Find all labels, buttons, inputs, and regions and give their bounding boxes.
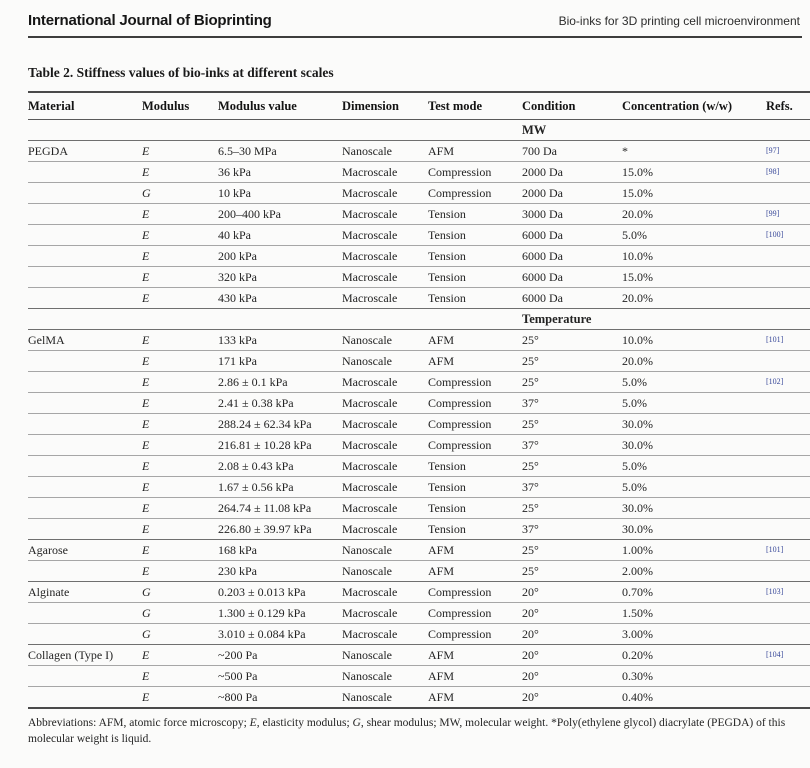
material-cell [28, 519, 142, 540]
modulus-cell: G [142, 584, 151, 599]
reference-link [766, 267, 810, 288]
material-cell [28, 393, 142, 414]
table-row [28, 519, 810, 540]
table-row [28, 456, 810, 477]
concentration-cell: 0.40% [622, 689, 653, 704]
reference-link [766, 393, 810, 414]
reference-link[interactable]: [98] [766, 167, 780, 176]
table-row [28, 645, 810, 666]
dimension-cell: Macroscale [342, 269, 398, 284]
value-cell: 3.010 ± 0.084 kPa [218, 626, 306, 641]
value-cell: 288.24 ± 62.34 kPa [218, 416, 312, 431]
table-row [28, 561, 810, 582]
condition-cell: 6000 Da [522, 248, 563, 263]
material-cell: Collagen (Type I) [28, 647, 114, 662]
test-mode-cell: Compression [428, 626, 492, 641]
table-row [28, 435, 810, 456]
table-title: Table 2. Stiffness values of bio-inks at different scales [28, 65, 334, 80]
modulus-cell: E [142, 563, 150, 578]
column-header-condition: Condition [522, 99, 576, 113]
value-cell: 216.81 ± 10.28 kPa [218, 437, 312, 452]
condition-cell: 25° [522, 332, 539, 347]
modulus-cell: E [142, 248, 150, 263]
stiffness-table [28, 91, 810, 709]
value-cell: 40 kPa [218, 227, 251, 242]
footnote-symbol: E [249, 717, 257, 729]
table-row [28, 603, 810, 624]
table-row [28, 372, 810, 393]
table-header [28, 92, 810, 120]
paper-page [0, 12, 810, 768]
test-mode-cell: Tension [428, 521, 466, 536]
reference-link[interactable]: [97] [766, 146, 780, 155]
concentration-cell: 10.0% [622, 332, 653, 347]
condition-cell: 2000 Da [522, 185, 563, 200]
condition-cell: 6000 Da [522, 290, 563, 305]
condition-cell: 20° [522, 647, 539, 662]
dimension-cell: Macroscale [342, 206, 398, 221]
modulus-cell: E [142, 206, 150, 221]
masthead-divider [28, 36, 802, 38]
material-cell [28, 624, 142, 645]
modulus-cell: G [142, 626, 151, 641]
dimension-cell: Macroscale [342, 584, 398, 599]
value-cell: 2.08 ± 0.43 kPa [218, 458, 294, 473]
table-row [28, 582, 810, 603]
modulus-cell [142, 120, 218, 141]
concentration-cell: 1.50% [622, 605, 653, 620]
dimension-cell: Nanoscale [342, 353, 392, 368]
concentration-cell: 2.00% [622, 563, 653, 578]
modulus-cell: G [142, 605, 151, 620]
condition-cell: 20° [522, 605, 539, 620]
concentration-cell: 5.0% [622, 395, 647, 410]
reference-link [766, 246, 810, 267]
material-cell [28, 666, 142, 687]
test-mode-cell: Tension [428, 248, 466, 263]
material-cell [28, 267, 142, 288]
value-cell: 171 kPa [218, 353, 257, 368]
value-cell: 1.67 ± 0.56 kPa [218, 479, 294, 494]
dimension-cell: Macroscale [342, 185, 398, 200]
modulus-cell: E [142, 647, 150, 662]
table-row [28, 477, 810, 498]
table-row [28, 666, 810, 687]
material-cell [28, 477, 142, 498]
test-mode-cell: Compression [428, 395, 492, 410]
condition-cell: 25° [522, 500, 539, 515]
material-cell [28, 498, 142, 519]
table-row [28, 393, 810, 414]
value-cell: 10 kPa [218, 185, 251, 200]
test-mode-cell: Tension [428, 206, 466, 221]
table-header-row [28, 92, 810, 120]
modulus-cell: E [142, 332, 150, 347]
reference-link [766, 183, 810, 204]
subheader-row [28, 309, 810, 330]
column-header-test-mode: Test mode [428, 99, 483, 113]
modulus-cell: E [142, 290, 150, 305]
test-mode-cell: Tension [428, 290, 466, 305]
test-mode-cell: Compression [428, 374, 492, 389]
dimension-cell: Nanoscale [342, 563, 392, 578]
modulus-cell: E [142, 458, 150, 473]
material-cell [28, 288, 142, 309]
dimension-cell: Nanoscale [342, 143, 392, 158]
condition-cell: 2000 Da [522, 164, 563, 179]
test-mode-cell: Compression [428, 164, 492, 179]
dimension-cell: Nanoscale [342, 689, 392, 704]
dimension-cell [342, 309, 428, 330]
dimension-cell: Macroscale [342, 479, 398, 494]
material-cell [28, 687, 142, 709]
value-cell: 430 kPa [218, 290, 257, 305]
material-cell [28, 372, 142, 393]
test-mode-cell: Tension [428, 269, 466, 284]
modulus-cell: E [142, 143, 150, 158]
material-cell [28, 120, 142, 141]
test-mode-cell: Tension [428, 227, 466, 242]
table-row [28, 687, 810, 709]
test-mode-cell: AFM [428, 647, 455, 662]
condition-cell: 25° [522, 542, 539, 557]
test-mode-cell: AFM [428, 668, 455, 683]
reference-link [766, 498, 810, 519]
concentration-cell: 5.0% [622, 479, 647, 494]
reference-link [766, 666, 810, 687]
condition-cell: 6000 Da [522, 269, 563, 284]
concentration-cell: 3.00% [622, 626, 653, 641]
dimension-cell: Macroscale [342, 437, 398, 452]
material-cell [28, 246, 142, 267]
concentration-cell: 5.0% [622, 458, 647, 473]
dimension-cell: Nanoscale [342, 332, 392, 347]
material-cell [28, 561, 142, 582]
material-cell [28, 414, 142, 435]
column-header-refs: Refs. [766, 99, 793, 113]
column-header-modulus: Modulus [142, 99, 190, 113]
concentration-cell [622, 120, 766, 141]
reference-link [766, 519, 810, 540]
modulus-cell: E [142, 164, 150, 179]
concentration-cell: 0.70% [622, 584, 653, 599]
footnote-symbol: G [352, 717, 361, 729]
test-mode-cell: Compression [428, 584, 492, 599]
material-cell [28, 183, 142, 204]
modulus-cell: E [142, 374, 150, 389]
table-row [28, 498, 810, 519]
condition-cell: 37° [522, 521, 539, 536]
material-cell: Agarose [28, 542, 68, 557]
concentration-cell: 30.0% [622, 437, 653, 452]
dimension-cell: Macroscale [342, 605, 398, 620]
journal-title: International Journal of Bioprinting [28, 12, 272, 29]
modulus-cell: E [142, 353, 150, 368]
value-cell: 230 kPa [218, 563, 257, 578]
reference-link [766, 351, 810, 372]
condition-cell: 25° [522, 374, 539, 389]
material-cell [28, 603, 142, 624]
table-row [28, 330, 810, 351]
table-row [28, 162, 810, 183]
material-cell [28, 309, 142, 330]
table-row [28, 624, 810, 645]
reference-link[interactable]: [99] [766, 209, 780, 218]
value-cell: 2.41 ± 0.38 kPa [218, 395, 294, 410]
table-row [28, 246, 810, 267]
table-row [28, 540, 810, 561]
value-cell: ~800 Pa [218, 689, 258, 704]
dimension-cell: Macroscale [342, 416, 398, 431]
reference-link[interactable]: [102] [766, 377, 784, 386]
dimension-cell: Nanoscale [342, 668, 392, 683]
condition-cell: 37° [522, 437, 539, 452]
test-mode-cell: AFM [428, 689, 455, 704]
material-cell: GelMA [28, 332, 65, 347]
condition-cell: 6000 Da [522, 227, 563, 242]
condition-cell: 3000 Da [522, 206, 563, 221]
condition-cell: 700 Da [522, 143, 557, 158]
test-mode-cell: AFM [428, 332, 455, 347]
table-footnote [28, 716, 800, 748]
modulus-cell [142, 309, 218, 330]
condition-cell: 20° [522, 626, 539, 641]
reference-link [766, 456, 810, 477]
dimension-cell: Macroscale [342, 626, 398, 641]
table-row [28, 288, 810, 309]
material-cell: PEGDA [28, 143, 69, 158]
dimension-cell: Nanoscale [342, 542, 392, 557]
modulus-cell: E [142, 395, 150, 410]
footnote-text: , shear modulus; MW, molecular weight. *Poly(ethylene glycol) diacrylate (PEGDA) of this molecular weight is liquid. [28, 717, 786, 745]
table-row [28, 141, 810, 162]
material-cell [28, 351, 142, 372]
concentration-cell: 1.00% [622, 542, 653, 557]
test-mode-cell [428, 309, 522, 330]
running-head: Bio-inks for 3D printing cell microenvironment [558, 14, 800, 28]
concentration-cell: 15.0% [622, 164, 653, 179]
reference-link[interactable]: [100] [766, 230, 784, 239]
table-body [28, 120, 810, 709]
material-cell: Alginate [28, 584, 70, 599]
value-cell: 0.203 ± 0.013 kPa [218, 584, 306, 599]
reference-link [766, 561, 810, 582]
column-header-dimension: Dimension [342, 99, 399, 113]
table-row [28, 183, 810, 204]
test-mode-cell: Tension [428, 479, 466, 494]
concentration-cell [622, 309, 766, 330]
modulus-cell: E [142, 689, 150, 704]
table-row [28, 204, 810, 225]
modulus-cell: E [142, 668, 150, 683]
material-cell [28, 162, 142, 183]
value-cell: 264.74 ± 11.08 kPa [218, 500, 312, 515]
column-header-material: Material [28, 99, 75, 113]
reference-link[interactable]: [103] [766, 587, 784, 596]
material-cell [28, 435, 142, 456]
column-header-concentration-w-w: Concentration (w/w) [622, 99, 733, 113]
modulus-cell: G [142, 185, 151, 200]
modulus-cell: E [142, 416, 150, 431]
concentration-cell: 20.0% [622, 353, 653, 368]
reference-link [766, 414, 810, 435]
test-mode-cell: Compression [428, 185, 492, 200]
condition-cell: 25° [522, 458, 539, 473]
dimension-cell: Macroscale [342, 164, 398, 179]
condition-cell: 25° [522, 563, 539, 578]
dimension-cell: Nanoscale [342, 647, 392, 662]
table-row [28, 351, 810, 372]
dimension-cell [342, 120, 428, 141]
subheader-row [28, 120, 810, 141]
value-cell: 226.80 ± 39.97 kPa [218, 521, 312, 536]
table-row [28, 414, 810, 435]
reference-link [766, 687, 810, 709]
reference-link [766, 435, 810, 456]
value-cell: 200–400 kPa [218, 206, 281, 221]
value-cell: 168 kPa [218, 542, 257, 557]
value-cell: 133 kPa [218, 332, 257, 347]
reference-link [766, 309, 810, 330]
dimension-cell: Macroscale [342, 248, 398, 263]
reference-link [766, 120, 810, 141]
concentration-cell: 30.0% [622, 500, 653, 515]
condition-cell: Temperature [522, 311, 592, 326]
material-cell [28, 225, 142, 246]
column-header-modulus-value: Modulus value [218, 99, 297, 113]
masthead [28, 12, 800, 29]
test-mode-cell: AFM [428, 542, 455, 557]
table-row [28, 267, 810, 288]
footnote-text: , elasticity modulus; [256, 717, 353, 729]
value-cell: 6.5–30 MPa [218, 143, 277, 158]
modulus-cell: E [142, 479, 150, 494]
reference-link[interactable]: [104] [766, 650, 784, 659]
value-cell: ~200 Pa [218, 647, 258, 662]
test-mode-cell: Tension [428, 458, 466, 473]
dimension-cell: Macroscale [342, 395, 398, 410]
test-mode-cell: Compression [428, 416, 492, 431]
footnote-text: Abbreviations: AFM, atomic force microscopy; [28, 717, 250, 729]
reference-link [766, 477, 810, 498]
condition-cell: 20° [522, 689, 539, 704]
concentration-cell: 0.20% [622, 647, 653, 662]
concentration-cell: 20.0% [622, 206, 653, 221]
reference-link[interactable]: [101] [766, 335, 784, 344]
value-cell [218, 120, 342, 141]
concentration-cell: 15.0% [622, 269, 653, 284]
modulus-cell: E [142, 521, 150, 536]
concentration-cell: 5.0% [622, 227, 647, 242]
condition-cell: 25° [522, 416, 539, 431]
modulus-cell: E [142, 437, 150, 452]
test-mode-cell: Compression [428, 437, 492, 452]
concentration-cell: * [622, 143, 628, 158]
dimension-cell: Macroscale [342, 500, 398, 515]
value-cell: 36 kPa [218, 164, 251, 179]
test-mode-cell: Compression [428, 605, 492, 620]
reference-link [766, 624, 810, 645]
dimension-cell: Macroscale [342, 290, 398, 305]
test-mode-cell [428, 120, 522, 141]
test-mode-cell: AFM [428, 563, 455, 578]
material-cell [28, 204, 142, 225]
condition-cell: 37° [522, 395, 539, 410]
material-cell [28, 456, 142, 477]
value-cell: 200 kPa [218, 248, 257, 263]
reference-link[interactable]: [101] [766, 545, 784, 554]
condition-cell: 37° [522, 479, 539, 494]
modulus-cell: E [142, 542, 150, 557]
value-cell: 2.86 ± 0.1 kPa [218, 374, 288, 389]
modulus-cell: E [142, 227, 150, 242]
value-cell: 1.300 ± 0.129 kPa [218, 605, 306, 620]
concentration-cell: 0.30% [622, 668, 653, 683]
concentration-cell: 15.0% [622, 185, 653, 200]
condition-cell: 20° [522, 584, 539, 599]
modulus-cell: E [142, 269, 150, 284]
concentration-cell: 20.0% [622, 290, 653, 305]
concentration-cell: 5.0% [622, 374, 647, 389]
dimension-cell: Macroscale [342, 521, 398, 536]
value-cell: 320 kPa [218, 269, 257, 284]
condition-cell: MW [522, 122, 547, 137]
test-mode-cell: Tension [428, 500, 466, 515]
condition-cell: 25° [522, 353, 539, 368]
concentration-cell: 10.0% [622, 248, 653, 263]
test-mode-cell: AFM [428, 143, 455, 158]
value-cell: ~500 Pa [218, 668, 258, 683]
test-mode-cell: AFM [428, 353, 455, 368]
dimension-cell: Macroscale [342, 458, 398, 473]
table-row [28, 225, 810, 246]
dimension-cell: Macroscale [342, 227, 398, 242]
modulus-cell: E [142, 500, 150, 515]
value-cell [218, 309, 342, 330]
reference-link [766, 288, 810, 309]
reference-link [766, 603, 810, 624]
concentration-cell: 30.0% [622, 521, 653, 536]
concentration-cell: 30.0% [622, 416, 653, 431]
dimension-cell: Macroscale [342, 374, 398, 389]
condition-cell: 20° [522, 668, 539, 683]
